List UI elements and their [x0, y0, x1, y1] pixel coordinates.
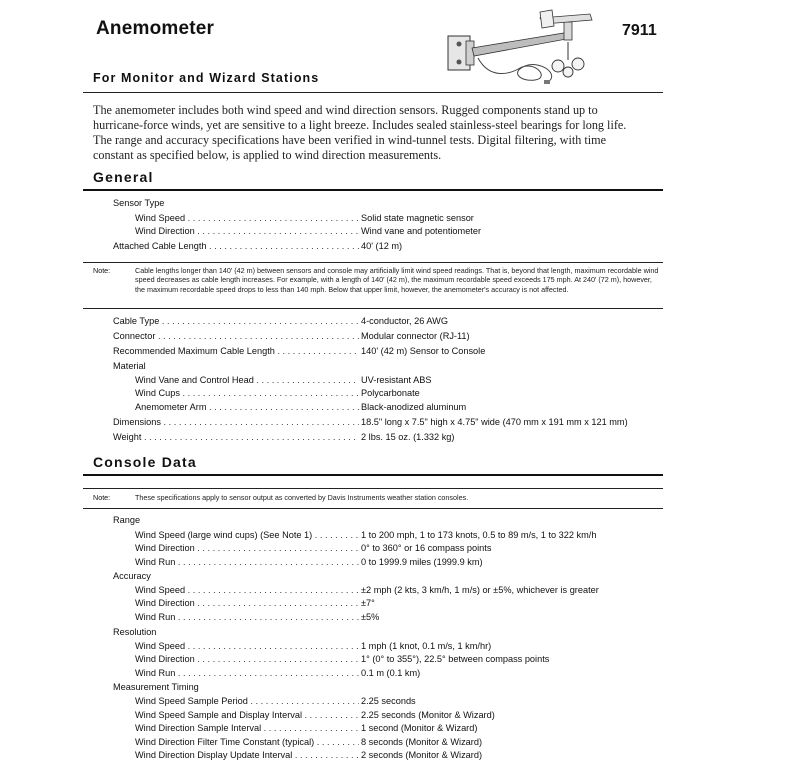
spec-label: Wind Run . . .	[135, 556, 359, 569]
spec-row	[113, 416, 628, 429]
note-text: These specifications apply to sensor output as converted by Davis Instruments weather station consoles.	[135, 493, 469, 502]
spec-value: 140' (42 m) Sensor to Console	[361, 346, 486, 356]
page-subtitle: For Monitor and Wizard Stations	[93, 71, 320, 85]
category-range: Range	[113, 515, 141, 525]
spec-value: 1° (0° to 355°), 22.5° between compass points	[361, 654, 550, 664]
spec-value: ±7°	[361, 598, 375, 608]
spec-label: Wind Speed . . .	[135, 212, 359, 225]
spec-label: Wind Direction Filter Time Constant (typical) . . .	[135, 736, 359, 749]
spec-value: 2.25 seconds	[361, 696, 416, 706]
spec-value: 0° to 360° or 16 compass points	[361, 543, 492, 553]
spec-value: 2 lbs. 15 oz. (1.332 kg)	[361, 432, 455, 442]
spec-row	[135, 556, 483, 569]
page-title: Anemometer	[96, 18, 215, 39]
spec-row	[113, 345, 486, 358]
spec-row	[113, 315, 448, 328]
model-number: 7911	[622, 22, 657, 39]
spec-row	[135, 212, 474, 225]
spec-row	[135, 667, 421, 680]
spec-label: Wind Speed Sample and Display Interval . . .	[135, 709, 359, 722]
category-resolution: Resolution	[113, 627, 157, 637]
spec-label: Wind Direction . . .	[135, 653, 359, 666]
spec-label: Dimensions . . .	[113, 416, 359, 429]
spec-value: 1 to 200 mph, 1 to 173 knots, 0.5 to 89 m/s, 1 to 322 km/h	[361, 530, 597, 540]
note-label: Note:	[93, 493, 111, 502]
spec-row	[113, 240, 403, 253]
anemometer-illustration	[440, 8, 610, 88]
category-material: Material	[113, 361, 146, 371]
section-general: General	[93, 169, 154, 185]
spec-label: Connector . . .	[113, 330, 359, 343]
spec-value: 1 second (Monitor & Wizard)	[361, 723, 478, 733]
spec-label: Anemometer Arm . . .	[135, 401, 359, 414]
intro-paragraph: The anemometer includes both wind speed and wind direction sensors. Rugged components stand up to hurricane-force winds, yet are sensitive to a light breeze. Includes sealed stainless-steel bearings for long life. The range and accuracy specifications have been verified in wind-tunnel tests. Digital filtering, with time constant as specified below, is applied to wind direction measurements.	[93, 103, 627, 162]
spec-row	[135, 584, 599, 597]
spec-row	[135, 640, 492, 653]
spec-row	[135, 709, 495, 722]
spec-row	[135, 401, 467, 414]
spec-row	[135, 749, 483, 762]
spec-label: Wind Speed (large wind cups) (See Note 1) . . .	[135, 529, 359, 542]
category-sensor-type: Sensor Type	[113, 198, 165, 208]
spec-label: Cable Type . . .	[113, 315, 359, 328]
spec-label: Wind Run . . .	[135, 611, 359, 624]
spec-label: Weight . . .	[113, 431, 359, 444]
spec-label: Wind Speed . . .	[135, 584, 359, 597]
spec-row	[135, 225, 482, 238]
spec-row	[135, 653, 550, 666]
spec-value: 40' (12 m)	[361, 241, 403, 251]
spec-row	[135, 529, 597, 542]
spec-value: Modular connector (RJ-11)	[361, 331, 470, 341]
general-rule	[83, 189, 663, 191]
spec-label: Wind Direction Display Update Interval . . .	[135, 749, 359, 762]
category-measurement-timing: Measurement Timing	[113, 682, 199, 692]
spec-value: 1 mph (1 knot, 0.1 m/s, 1 km/hr)	[361, 641, 492, 651]
note-rule-top	[83, 262, 663, 263]
spec-row	[135, 695, 416, 708]
spec-row	[135, 387, 420, 400]
spec-value: 4-conductor, 26 AWG	[361, 316, 448, 326]
spec-label: Wind Speed Sample Period . . .	[135, 695, 359, 708]
spec-value: Polycarbonate	[361, 388, 420, 398]
console-rule	[83, 474, 663, 476]
section-console-data: Console Data	[93, 454, 197, 470]
spec-value: ±5%	[361, 612, 380, 622]
note-rule-bottom	[83, 308, 663, 309]
note-text: Cable lengths longer than 140' (42 m) between sensors and console may artificially limit wind speed readings. That is, beyond that length, maximum recordable wind speed decreases as cable length increases. For example, with a length of 140' (42 m), the maximum recordable speed exceeds 175 mph. At 240' (72 m), however, the maximum recordable speed drops to less than 140 mph. Below that upper limit, however, the anemometer's accuracy is not affected.	[135, 266, 659, 294]
spec-label: Recommended Maximum Cable Length . . .	[113, 345, 359, 358]
spec-label: Wind Direction . . .	[135, 597, 359, 610]
spec-value: Wind vane and potentiometer	[361, 226, 482, 236]
spec-label: Attached Cable Length . . .	[113, 240, 359, 253]
spec-value: 2.25 seconds (Monitor & Wizard)	[361, 710, 495, 720]
note-label: Note:	[93, 266, 111, 275]
spec-value: 0 to 1999.9 miles (1999.9 km)	[361, 557, 483, 567]
spec-value: 2 seconds (Monitor & Wizard)	[361, 750, 483, 760]
spec-value: 8 seconds (Monitor & Wizard)	[361, 737, 483, 747]
spec-label: Wind Direction . . .	[135, 225, 359, 238]
spec-value: Solid state magnetic sensor	[361, 213, 474, 223]
spec-value: UV-resistant ABS	[361, 375, 432, 385]
spec-label: Wind Direction Sample Interval . . .	[135, 722, 359, 735]
spec-row	[113, 431, 455, 444]
spec-row	[135, 542, 492, 555]
spec-row	[135, 597, 375, 610]
spec-row	[113, 330, 470, 343]
spec-row	[135, 722, 478, 735]
spec-label: Wind Direction . . .	[135, 542, 359, 555]
category-accuracy: Accuracy	[113, 571, 151, 581]
spec-value: ±2 mph (2 kts, 3 km/h, 1 m/s) or ±5%, whichever is greater	[361, 585, 599, 595]
spec-label: Wind Cups . . .	[135, 387, 359, 400]
spec-value: 0.1 m (0.1 km)	[361, 668, 421, 678]
spec-label: Wind Vane and Control Head . . .	[135, 374, 359, 387]
spec-value: 18.5" long x 7.5" high x 4.75" wide (470 mm x 191 mm x 121 mm)	[361, 417, 628, 427]
header-rule	[83, 92, 663, 93]
console-note-rule-bottom	[83, 508, 663, 509]
spec-row	[135, 736, 483, 749]
spec-label: Wind Speed . . .	[135, 640, 359, 653]
console-note-rule-top	[83, 488, 663, 489]
spec-value: Black-anodized aluminum	[361, 402, 467, 412]
spec-row	[135, 611, 380, 624]
spec-label: Wind Run . . .	[135, 667, 359, 680]
spec-row	[135, 374, 432, 387]
